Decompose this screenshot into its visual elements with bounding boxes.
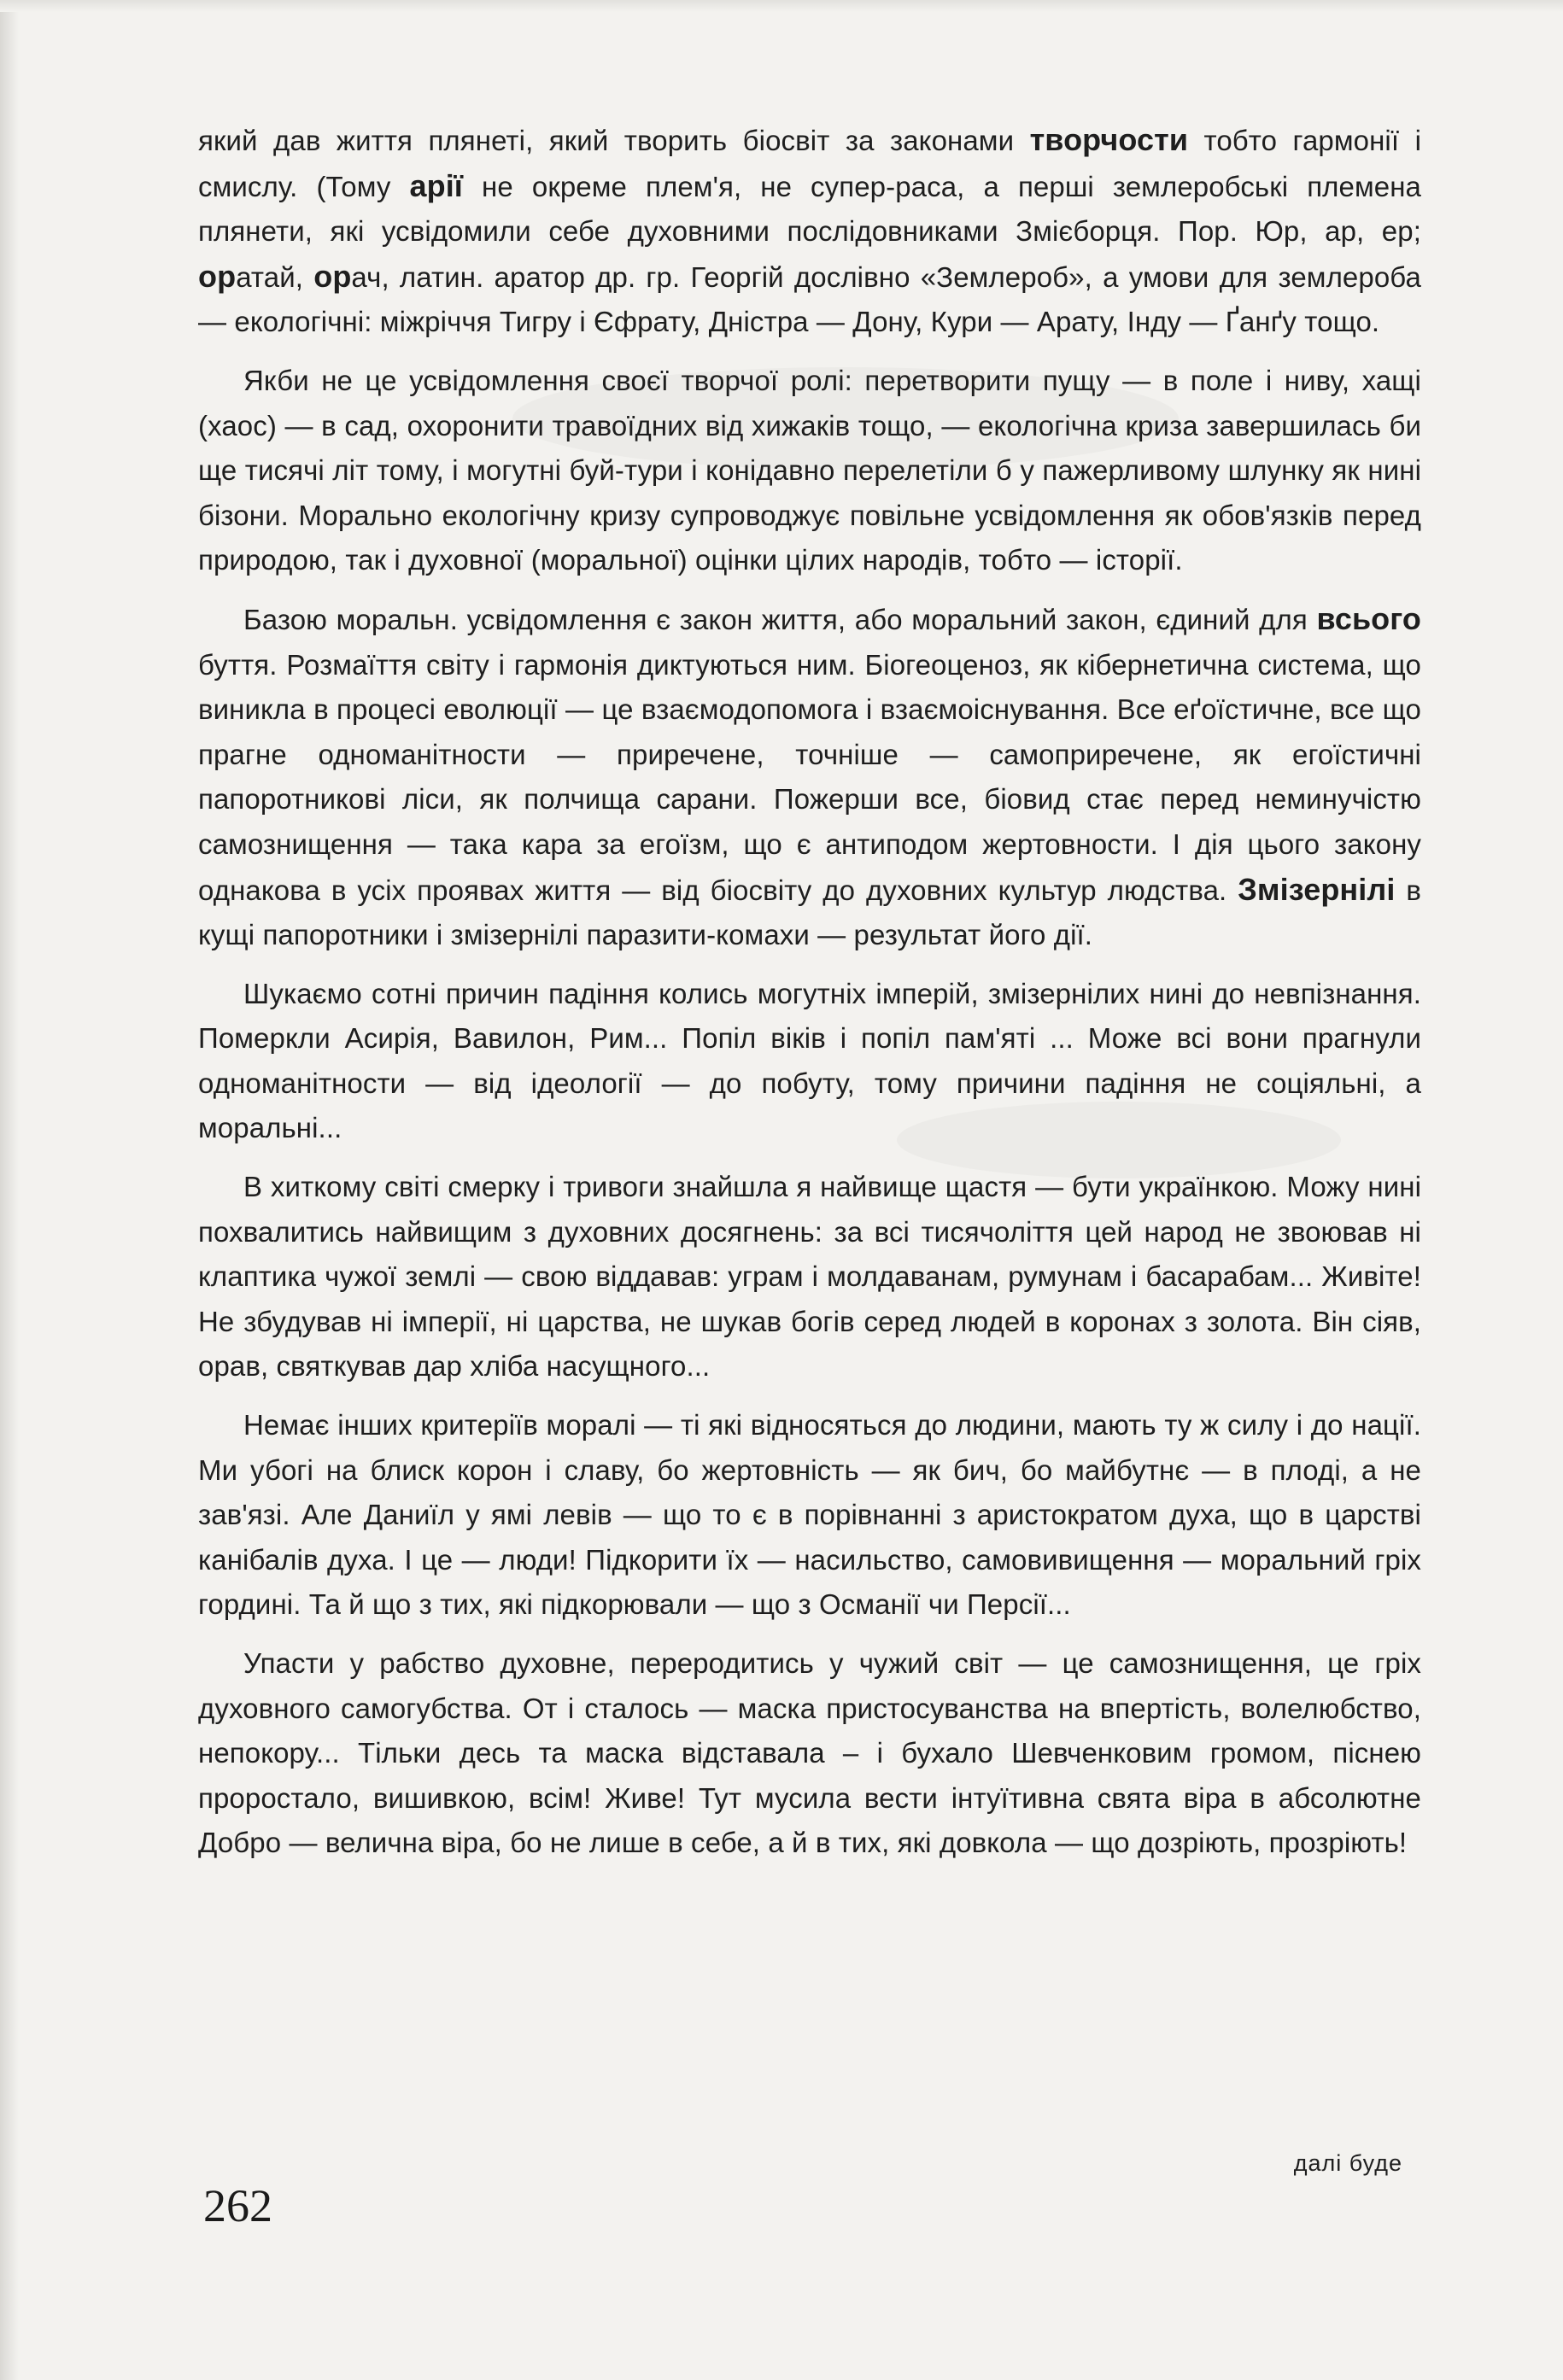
emphasized-word: ор (198, 258, 237, 294)
scan-shadow-top (0, 0, 1563, 12)
page-number: 262 (203, 2180, 272, 2231)
paragraph (198, 118, 1421, 345)
text-run: тобто гармонії і смислу. (Тому (198, 125, 1421, 202)
paragraph (198, 1165, 1421, 1389)
emphasized-word: ор (313, 258, 352, 294)
emphasized-word: всього (1316, 600, 1421, 636)
text-run: Якби не це усвідомлення своєї творчої ролі: перетворити пущу — в поле і ниву, хащі (хаос) — в сад, охоронити травоїдних від хижаків тощо, — екологічна криза завершилась би ще тисячі літ тому, і могутні буй-тури і конідавно перелетіли б у пажерливому шлунку як нині бізони. Морально екологічну кризу супроводжує повільне усвідомлення як обов'язків перед природою, так і духовної (моральної) оцінки цілих народів, тобто — історії. (198, 364, 1421, 576)
text-run: Упасти у рабство духовне, переродитись у чужий світ — це самознищення, це гріх духовного самогубства. От і сталось — маска пристосуванства на впертість, волелюбство, непокору... Тільки десь та маска відставала – і бухало Шевченковим громом, піснею проростало, вишивкою, всім! Живе! Тут мусила вести інтуїтивна свята віра в абсолютне Добро — велична віра, бо не лише в себе, а й в тих, які довкола — що дозріють, прозріють! (198, 1647, 1421, 1859)
paragraph (198, 359, 1421, 583)
article-body (198, 118, 1421, 1880)
text-run: буття. Розмаїття світу і гармонія диктуються ним. Біогеоценоз, як кібернетична система, що виникла в процесі еволюції — це взаємодопомога і взаємоіснування. Все еґоїстичне, все що прагне одноманітности — приречене, точніше — самоприречене, як егоїстичні папоротникові ліси, як полчища сарани. Пожерши все, біовид стає перед неминучістю самознищення — така кара за егоїзм, що є антиподом жертовности. І дія цього закону однакова в усіх проявах життя — від біосвіту до духовних культур людства. (198, 648, 1421, 906)
paragraph (198, 972, 1421, 1151)
paragraph (198, 1641, 1421, 1866)
text-run: не окреме плем'я, не супер-раса, а перші землеробські племена плянети, які усвідомили себе духовними послідовниками Змієборця. Пор. Юр, ар, ер; (198, 170, 1421, 248)
text-run: ач, латин. аратор др. гр. Георгій дослівно «Землероб», а умови для землероба — екологічні: міжріччя Тигру і Єфрату, Дністра — Дону, Кури — Арату, Інду — Ґанґу тощо. (198, 260, 1421, 338)
text-run: Шукаємо сотні причин падіння колись могутніх імперій, змізернілих нині до невпізнання. Померкли Асирія, Вавилон, Рим... Попіл віків і попіл пам'яті ... Може всі вони прагнули одноманітности — від ідеології — до побуту, тому причини падіння не соціяльні, а моральні... (198, 977, 1421, 1144)
emphasized-word: Змізернілі (1238, 871, 1396, 907)
emphasized-word: арії (409, 167, 464, 203)
emphasized-word: творчости (1029, 122, 1189, 157)
scan-shadow-left (0, 0, 19, 2380)
text-run: Немає інших критеріїв моралі — ті які відносяться до людини, мають ту ж силу і до нації. Ми убогі на блиск корон і славу, бо жертовність — як бич, бо майбутнє — в плоді, а не зав'язі. Але Даниїл у ямі левів — що то є в порівнанні з аристократом духа, що в царстві канібалів духа. І це — люди! Підкорити їх — насильство, самовивищення — моральний гріх гордині. Та й що з тих, які підкорювали — що з Османії чи Персії... (198, 1409, 1421, 1621)
continued-note: далі буде (1293, 2150, 1402, 2176)
paragraph (198, 597, 1421, 958)
text-run: В хиткому світі смерку і тривоги знайшла я найвище щастя — бути українкою. Можу нині похвалитись найвищим з духовних досягнень: за всі тисячоліття цей народ не звоював ні клаптика чужої землі — свою віддавав: уграм і молдаванам, румунам і басарабам... Живіте! Не збудував ні імперії, ні царства, не шукав богів серед людей в коронах з золота. Він сіяв, орав, святкував дар хліба насущного... (198, 1171, 1421, 1383)
text-run: Базою моральн. усвідомлення є закон життя, або моральний закон, єдиний для (243, 603, 1317, 635)
text-run: в кущі папоротники і змізернілі паразити-комахи — результат його дії. (198, 874, 1421, 951)
paragraph (198, 1403, 1421, 1628)
text-run: який дав життя плянеті, який творить біосвіт за законами (198, 125, 1030, 156)
text-run: атай, (236, 260, 314, 293)
